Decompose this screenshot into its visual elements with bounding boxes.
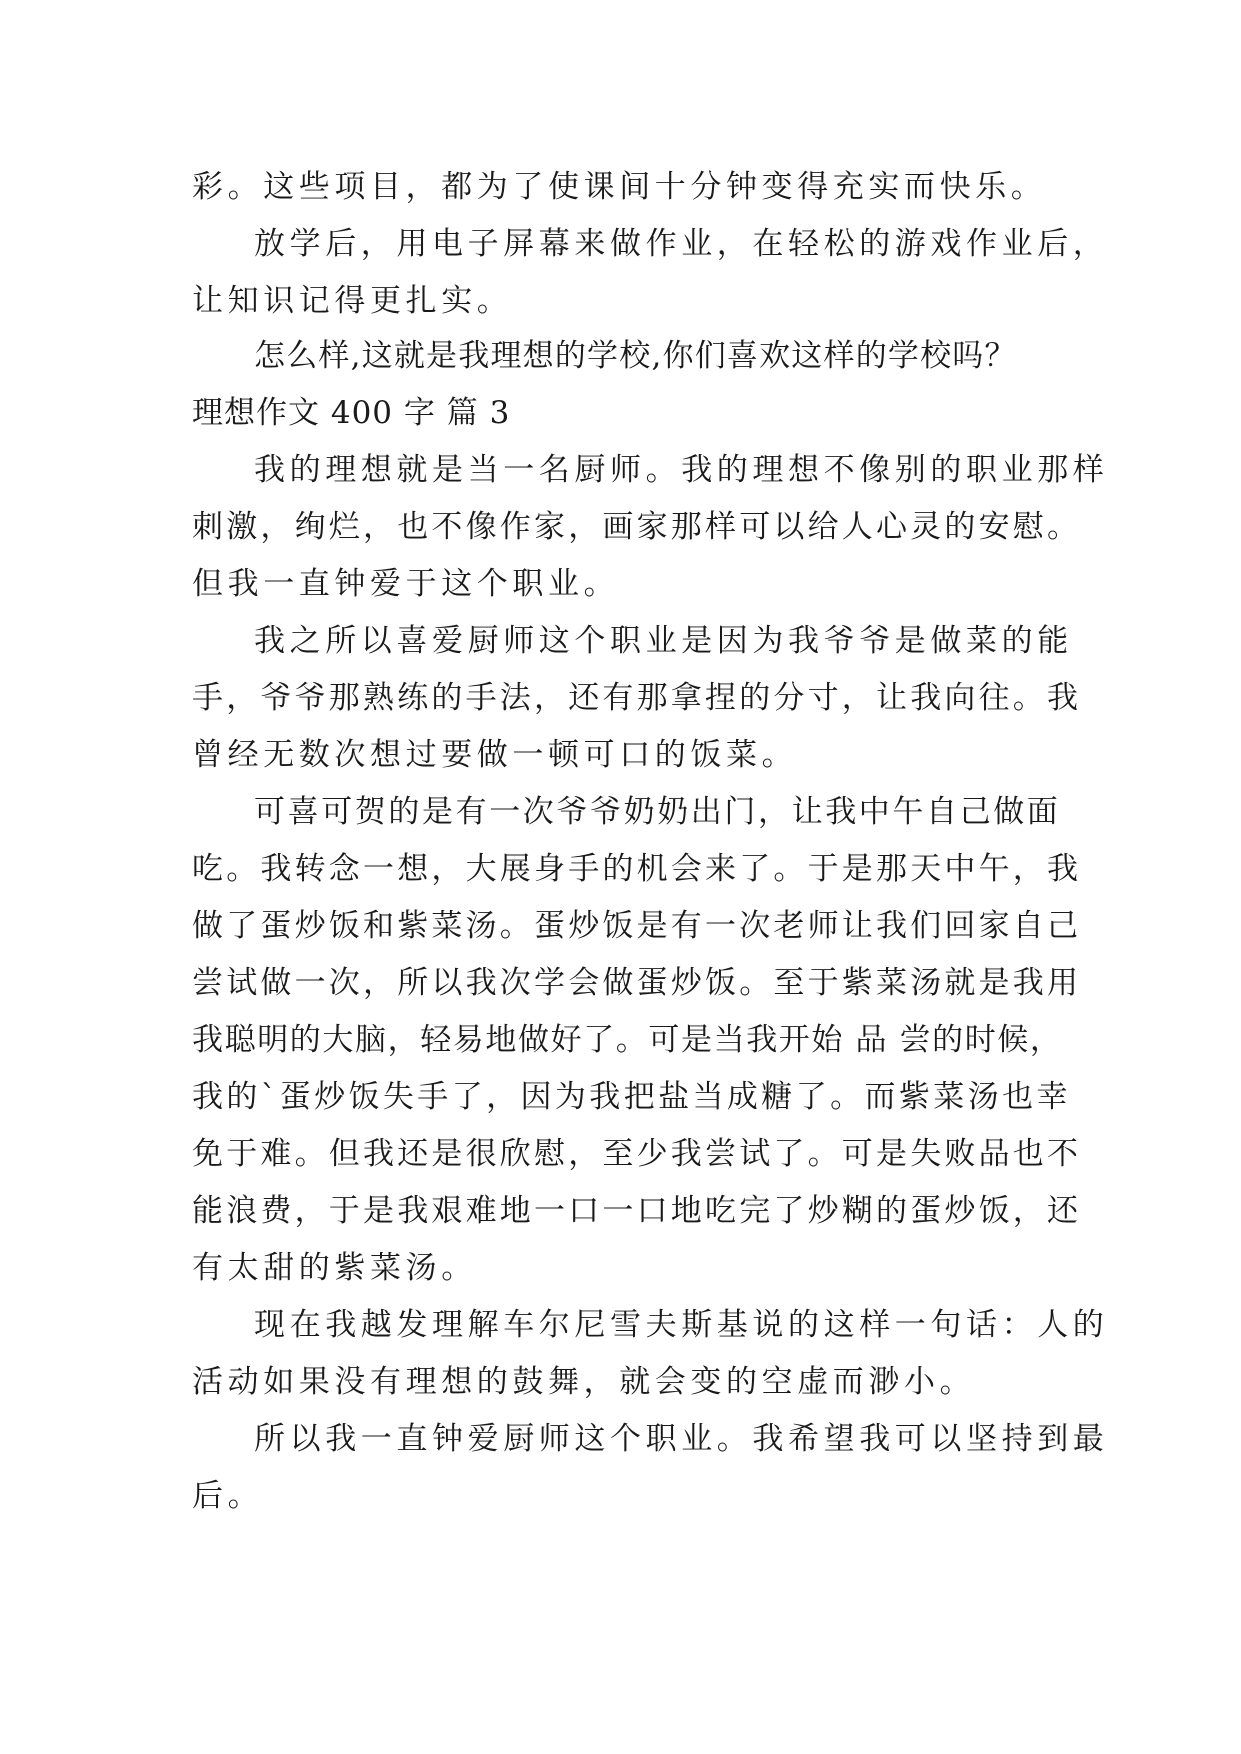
text-line: 有太甜的紫菜汤。 [192,1250,477,1286]
paragraph-first-line: 我之所以喜爱厨师这个职业是因为我爷爷是做菜的能 [254,623,1073,659]
paragraph-first-line: 可喜可贺的是有一次爷爷奶奶出门，让我中午自己做面 [254,794,1061,830]
text-line: 能浪费，于是我艰难地一口一口地吃完了炒糊的蛋炒饭，还 [192,1193,1082,1229]
text-line: 我聪明的大脑，轻易地做好了。可是当我开始 品 尝的时候， [192,1022,1063,1058]
paragraph-first-line: 我的理想就是当一名厨师。我的理想不像别的职业那样 [254,452,1109,488]
text-line: 尝试做一次，所以我次学会做蛋炒饭。至于紫菜汤就是我用 [192,965,1082,1001]
text-line: 手，爷爷那熟练的手法，还有那拿捏的分寸，让我向往。我 [192,680,1082,716]
text-line: 曾经无数次想过要做一顿可口的饭菜。 [192,737,798,773]
text-line: 彩。这些项目，都为了使课间十分钟变得充实而快乐。 [192,169,1047,205]
paragraph-first-line: 放学后，用电子屏幕来做作业，在轻松的游戏作业后， [254,226,1109,262]
text-line: 免于难。但我还是很欣慰，至少我尝试了。可是失败品也不 [192,1136,1082,1172]
text-line: 后。 [192,1478,264,1514]
paragraph-first-line: 怎么样,这就是我理想的学校,你们喜欢这样的学校吗？ [254,338,1017,374]
text-line: 吃。我转念一想，大展身手的机会来了。于是那天中午，我 [192,851,1082,887]
text-line: 做了蛋炒饭和紫菜汤。蛋炒饭是有一次老师让我们回家自己 [192,908,1082,944]
text-line: 刺激，绚烂，也不像作家，画家那样可以给人心灵的安慰。 [192,509,1082,545]
text-line: 但我一直钟爱于这个职业。 [192,566,620,602]
text-line: 活动如果没有理想的鼓舞，就会变的空虚而渺小。 [192,1364,976,1400]
section-heading: 理想作文 400 字 篇 3 [192,395,511,431]
text-line: 让知识记得更扎实。 [192,283,513,319]
paragraph-first-line: 现在我越发理解车尔尼雪夫斯基说的这样一句话：人的 [254,1307,1109,1343]
text-line: 我的`蛋炒饭失手了，因为我把盐当成糖了。而紫菜汤也幸 [192,1079,1071,1115]
paragraph-first-line: 所以我一直钟爱厨师这个职业。我希望我可以坚持到最 [254,1421,1109,1457]
